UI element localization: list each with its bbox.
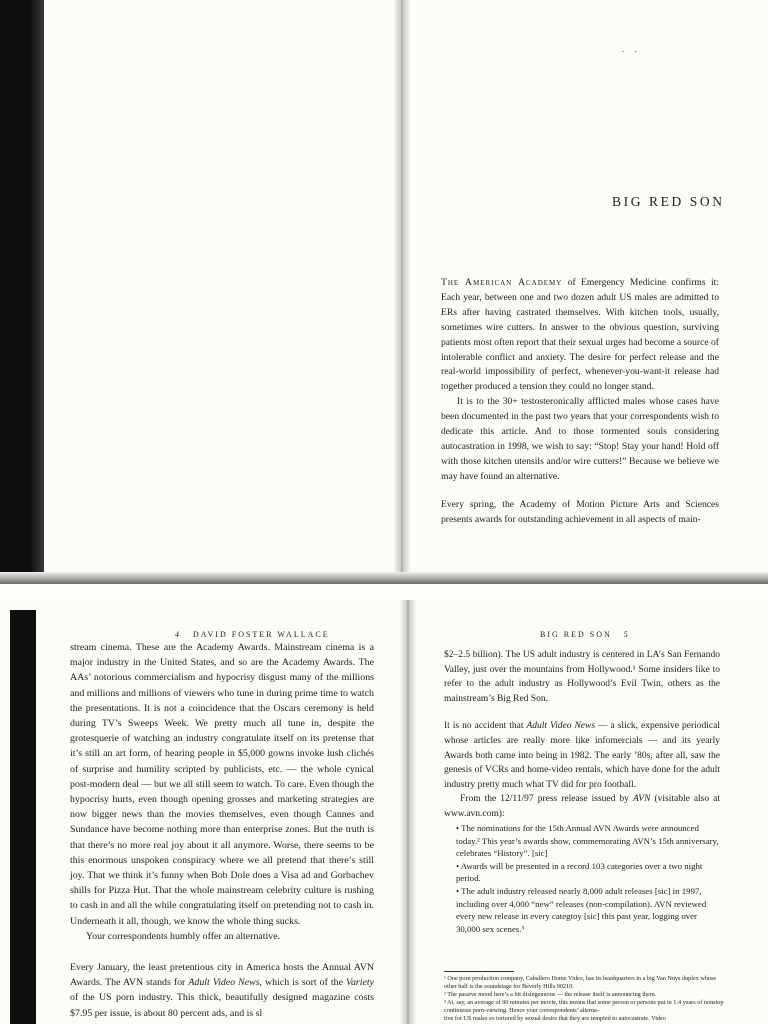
opening-paragraph xyxy=(441,276,719,395)
footnote-3: ³ At, say, an average of 90 minutes per movie, this means that some person or persons put in 1.4 years of nonstop continuous porn-viewing. Hence your correspondents’ alterna- xyxy=(444,999,724,1015)
left-para-3-c: of the US porn industry. This thick, beautifully designed magazine costs $7.95 per issue, is about 80 percent ads, and is sl xyxy=(70,992,374,1019)
opening-paragraph-text: of Emergency Medicine confirms it: Each year, between one and two dozen adult US males are admitted to ERs after having castrated themselves. With kitchen tools, usually, sometimes wire cutters. In answer to the obvious question, surviving patients most often report that their sexual urges had become a source of intolerable conflict and anxiety. The desire for perfect release and the real-world impossibility of perfect, whenever-you-want-it release had together produced a tension they could no longer stand. xyxy=(441,277,719,393)
left-para-3-b: , which is sort of the xyxy=(259,977,347,989)
page-marks: . . xyxy=(622,44,641,54)
left-para-3-italic: Adult Video News xyxy=(188,977,260,989)
left-para-1: stream cinema. These are the Academy Awards. Mainstream cinema is a major industry in the United States, and so are the Academy Awards. The AAs’ notorious commercialism and hypocrisy disgust many of the millions and millions and millions of viewers who tune in during prime time to watch the presentations. It is not a coincidence that the Oscars ceremony is held during TV’s Sweeps Week. We pretty much all tune in, despite the grotesquerie of watching an industry congratulate itself on its pretense that it’s still an art form, of hearing people in $5,000 gowns invoke lush clichés of surprise and humility scripted by publicists, etc. — the whole cynical post-modern deal — but we all still seem to watch. To care. Even though the hypocrisy hurts, even though opening grosses and marketing strategies are now bigger news than the movies themselves, even though Cannes and Sundance have become nothing more than enterprise zones. But the truth is that there’s no more real joy about it all anymore. Worse, there seems to be this enormous unspoken conspiracy where we all pretend that there’s still joy. That we think it’s funny when Bob Dole does a Visa ad and Gorbachev shills for Pizza Hut. That the whole mainstream celebrity culture is rushing to cash in and all the while congratulating itself on pretending not to cash in. Underneath it all, though, we know the whole thing sucks. xyxy=(70,642,374,927)
press-release-list xyxy=(456,822,720,935)
opening-small-caps: The American Academy xyxy=(441,277,563,288)
spread-separator xyxy=(0,584,768,600)
right-para-3-b: (visitable also at www.avn.com): xyxy=(444,794,721,819)
left-page-number: 4 xyxy=(175,630,181,639)
footnotes xyxy=(444,975,724,1024)
right-para-2-a: It is no accident that xyxy=(444,721,527,732)
press-bullet-1: • The nominations for the 15th Annual AVN Awards were announced today.² This year’s awards show, commemorating AVN’s 15th anniversary, celebrates “History”. [sic] xyxy=(456,823,719,859)
press-bullet-2: • Awards will be presented in a record 103 categories over a two night period. xyxy=(456,860,703,884)
right-running-head xyxy=(540,630,630,639)
left-para-2: Your correspondents humbly offer an alternative. xyxy=(86,930,281,942)
left-para-3-italic2: Variety xyxy=(346,977,375,989)
binding-shadow xyxy=(30,0,44,584)
opening-text xyxy=(441,276,719,528)
right-page-number: 5 xyxy=(623,630,630,639)
academy-paragraph: Every spring, the Academy of Motion Picture Arts and Sciences presents awards for outstanding achievement in all aspects of main- xyxy=(441,498,719,525)
book-gutter xyxy=(394,0,410,584)
left-binding-edge-bottom xyxy=(10,610,36,1024)
right-para-3-a: From the 12/11/97 press release issued by xyxy=(460,794,633,805)
press-bullet-3: • The adult industry released nearly 8,000 adult releases [sic] in 1997, including over 4,000 “new” releases (non-compilation). AVN reviewed every new release in every categtoy [sic] this past year, logging over 30,000 sex scenes.³ xyxy=(456,885,707,934)
left-para-3 xyxy=(70,960,374,1021)
footnote-3-cont: tive for US males so tortured by sexual desire that they are tempted to autocastrate. Video xyxy=(444,1015,666,1023)
right-running-head-text: BIG RED SON xyxy=(540,630,612,639)
dedication-paragraph: It is to the 30+ testosteronically afflicted males whose cases have been documented in the past two years that your correspondents wish to dedicate this article. And to those tormented souls considering autocastration in 1998, we wish to say: “Stop! Stay your hand! Hold off with those kitchen utensils and/or wire cutters!” Because we believe we may have found an alternative. xyxy=(441,396,719,482)
right-para-3 xyxy=(444,792,720,821)
book-gutter-bottom xyxy=(400,600,416,1024)
left-para-3-a: Every January, the least pretentious city in America hosts the Annual AVN Awards. The AVN stands for xyxy=(70,962,374,989)
footnote-2: ² The passive mood here’s a bit disingenuous — the release itself is announcing them. xyxy=(444,991,657,999)
right-para-2 xyxy=(444,719,720,792)
left-page-text xyxy=(70,640,374,1021)
footnote-rule xyxy=(444,971,514,972)
left-running-head-text: DAVID FOSTER WALLACE xyxy=(193,630,330,639)
right-para-2-italic: Adult Video News xyxy=(526,721,596,732)
bottom-spread xyxy=(0,600,768,1024)
footnote-1: ¹ One porn production company, Caballero Home Video, has its headquarters in a big Van Nuys duplex whose other half is the soundstage for Beverly Hills 90210. xyxy=(444,975,717,991)
right-page-text xyxy=(444,648,720,822)
page-bottom-shadow xyxy=(0,572,768,584)
chapter-title: BIG RED SON xyxy=(612,194,725,209)
left-running-head xyxy=(175,630,330,639)
right-para-3-italic: AVN xyxy=(632,794,651,805)
right-para-1: $2–2.5 billion). The US adult industry is centered in LA’s San Fernando Valley, just over the mountains from Hollywood.¹ Some insiders like to refer to the adult industry as Hollywood’s Evil Twin, others as the mainstream’s Big Red Son. xyxy=(444,650,720,704)
right-para-2-b: — a slick, expensive periodical whose articles are really more like infomercials — and its yearly Awards both came into being in 1982. The early ’80s, after all, saw the genesis of VCRs and home-video rentals, which have done for the adult industry pretty much what TV did for pro football. xyxy=(444,721,720,790)
